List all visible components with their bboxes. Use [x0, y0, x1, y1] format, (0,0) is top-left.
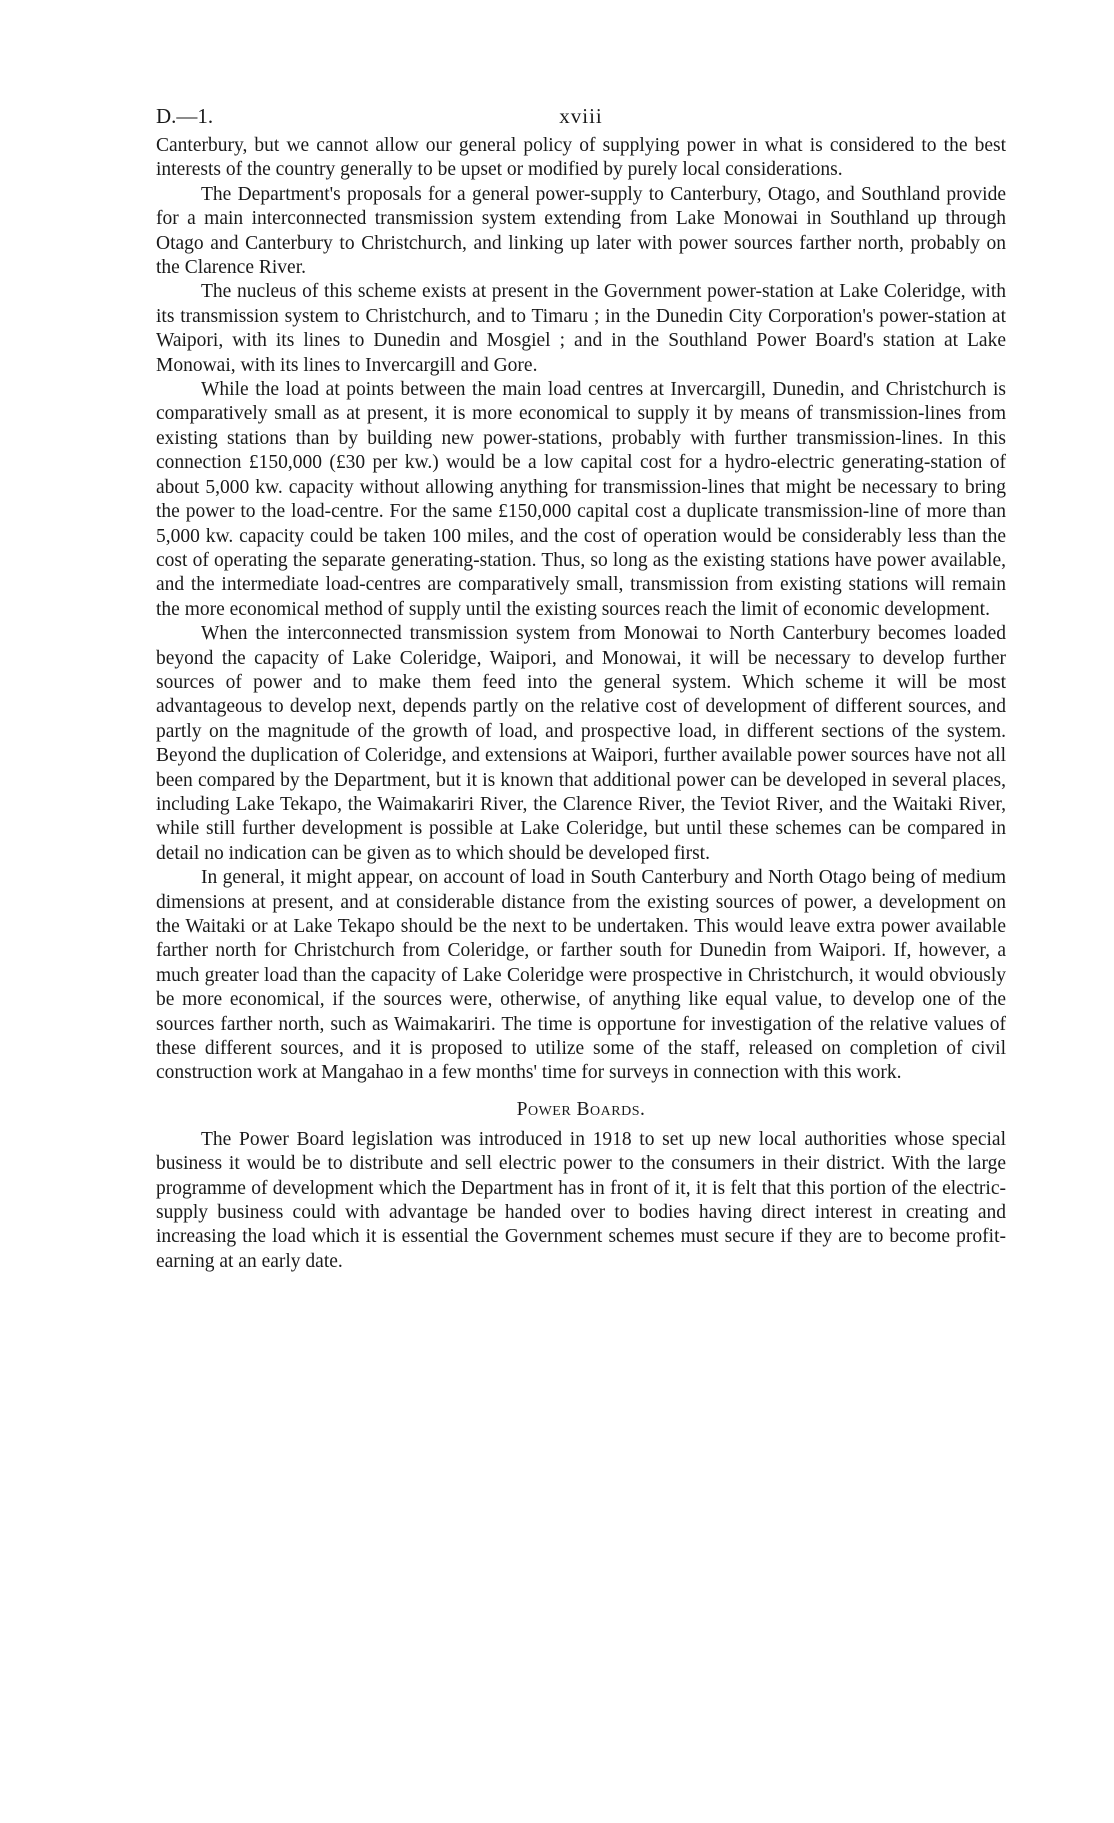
paragraph-general-development: In general, it might appear, on account of load in South Canterbury and North Otago being of medium dimensions at present, and at considerable distance from the existing sources of power, a development on the Waitaki or at Lake Tekapo should be the next to be undertaken. This would leave extra power available farther north for Christchurch from Coleridge, or farther south for Dunedin from Waipori. If, however, a much greater load than the capacity of Lake Coleridge were prospective in Christchurch, it would obviously be more economical, if the sources were, otherwise, of anything like equal value, to develop one of the sources farther north, such as Waimakariri. The time is opportune for investigation of the relative values of these different sources, and it is proposed to utilize some of the staff, released on completion of civil construction work at Mangahao in a few months' time for surveys in connection with this work.: [156, 867, 1006, 1084]
paragraph-scheme-nucleus: The nucleus of this scheme exists at present in the Government power-station at Lake Coleridge, with its transmission system to Christchurch, and to Timaru ; in the Dunedin City Corporation's power-station at Waipori, with its lines to Dunedin and Mosgiel ; and in the Southland Power Board's station at Lake Monowai, with its lines to Invercargill and Gore.: [156, 281, 1006, 376]
page-number: xviii: [559, 104, 603, 128]
paragraph-load-economics: While the load at points between the main load centres at Invercargill, Dunedin, and Christchurch is comparatively small as at present, it is more economical to supply it by means of transmission-lines from existing stations than by building new power-stations, probably with further transmission-lines. In this connection £150,000 (£30 per kw.) would be a low capital cost for a hydro-electric generating-station of about 5,000 kw. capacity without allowing anything for transmission-lines that might be necessary to bring the power to the load-centre. For the same £150,000 capital cost a duplicate transmission-line of more than 5,000 kw. capacity could be taken 100 miles, and the cost of operation would be considerably less than the cost of operating the separate generating-station. Thus, so long as the existing stations have power available, and the intermediate load-centres are comparatively small, transmission from existing stations will remain the more economical method of supply until the existing sources reach the limit of economic development.: [156, 379, 1006, 620]
paragraph-power-board-legislation: The Power Board legislation was introduced in 1918 to set up new local authorities whose special business it would be to distribute and sell electric power to the consumers in their district. With the large programme of development which the Department has in front of it, it is felt that this portion of the electric-supply business could with advantage be handed over to bodies having direct interest in creating and increasing the load which it is essential the Government schemes must secure if they are to become profit-earning at an early date.: [156, 1128, 1006, 1272]
document-page: [156, 104, 1006, 1274]
document-reference: D.—1.: [156, 104, 214, 128]
paragraph-continuation: Canterbury, but we cannot allow our general policy of supplying power in what is considered to the best interests of the country generally to be upset or modified by purely local considerations.: [156, 135, 1006, 181]
page-header: [156, 104, 1006, 134]
section-heading-power-boards: Power Boards.: [516, 1098, 646, 1120]
paragraph-further-sources: When the interconnected transmission system from Monowai to North Canterbury becomes loaded beyond the capacity of Lake Coleridge, Waipori, and Monowai, it will be necessary to develop further sources of power and to make them feed into the general system. Which scheme it will be most advantageous to develop next, depends partly on the relative cost of development of different sources, and partly on the magnitude of the growth of load, and prospective load, in different sections of the system. Beyond the duplication of Coleridge, and extensions at Waipori, further available power sources have not all been compared by the Department, but it is known that additional power can be developed in several places, including Lake Tekapo, the Waimakariri River, the Clarence River, the Teviot River, and the Waitaki River, while still further development is possible at Lake Coleridge, but until these schemes can be compared in detail no indication can be given as to which should be developed first.: [156, 623, 1006, 864]
paragraph-department-proposals: The Department's proposals for a general power-supply to Canterbury, Otago, and Southland provide for a main interconnected transmission system extending from Lake Monowai in Southland up through Otago and Canterbury to Christchurch, and linking up later with power sources farther north, probably on the Clarence River.: [156, 183, 1006, 279]
